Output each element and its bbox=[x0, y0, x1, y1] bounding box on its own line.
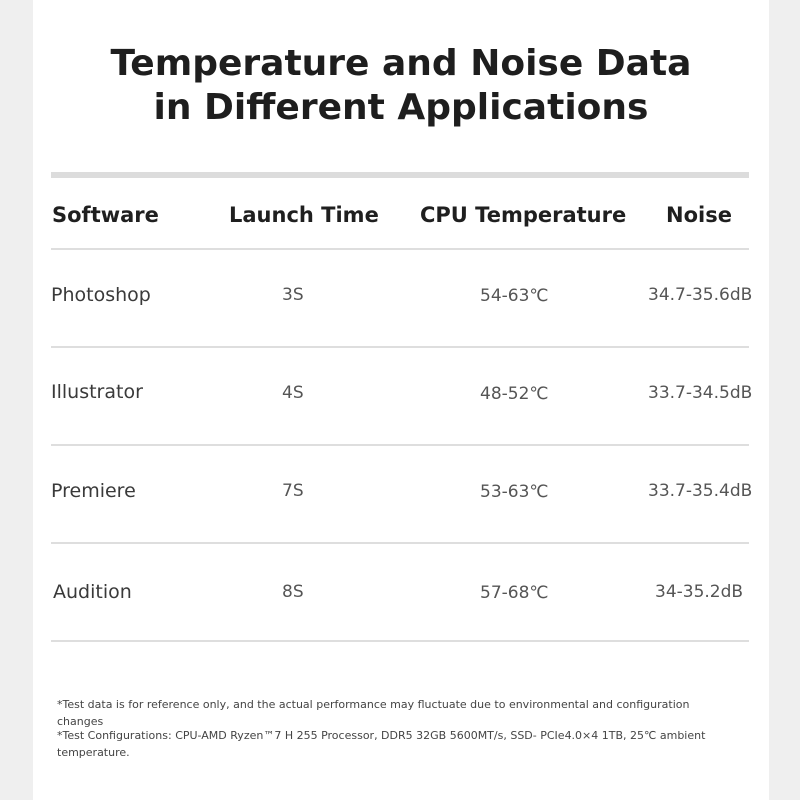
cell-cpu-temperature: 54-63℃ bbox=[480, 286, 549, 306]
cell-launch-time: 3S bbox=[282, 285, 304, 305]
table-row bbox=[51, 348, 753, 446]
page-title bbox=[33, 42, 769, 130]
cell-cpu-temperature: 53-63℃ bbox=[480, 482, 549, 502]
header-noise: Noise bbox=[666, 203, 732, 227]
cell-noise: 33.7-34.5dB bbox=[648, 383, 753, 403]
header-software: Software bbox=[52, 203, 159, 227]
table-row bbox=[51, 250, 753, 348]
table-row bbox=[51, 446, 753, 544]
cell-software: Illustrator bbox=[51, 381, 143, 403]
disclaimer-note: *Test data is for reference only, and the actual performance may fluctuate due to environmental and configuration changes bbox=[57, 698, 690, 728]
cell-cpu-temperature: 48-52℃ bbox=[480, 384, 549, 404]
title-line-2: in Different Applications bbox=[153, 87, 649, 128]
table-row bbox=[51, 544, 749, 642]
title-line-1: Temperature and Noise Data bbox=[110, 43, 692, 84]
table-header-row bbox=[51, 178, 749, 250]
cell-software: Premiere bbox=[51, 480, 136, 502]
header-cpu-temperature: CPU Temperature bbox=[420, 203, 627, 227]
cell-cpu-temperature: 57-68℃ bbox=[480, 583, 549, 603]
cell-software: Photoshop bbox=[51, 284, 151, 306]
cell-launch-time: 4S bbox=[282, 383, 304, 403]
cell-software: Audition bbox=[53, 581, 132, 603]
cell-launch-time: 7S bbox=[282, 481, 304, 501]
cell-noise: 34.7-35.6dB bbox=[648, 285, 753, 305]
cell-launch-time: 8S bbox=[282, 582, 304, 602]
cell-noise: 33.7-35.4dB bbox=[648, 481, 753, 501]
test-configuration-note: *Test Configurations: CPU-AMD Ryzen™7 H 255 Processor, DDR5 32GB 5600MT/s, SSD- PCIe4.0×4 1TB, 25℃ ambient temperature. bbox=[57, 729, 706, 759]
cell-noise: 34-35.2dB bbox=[655, 582, 744, 602]
header-launch-time: Launch Time bbox=[229, 203, 379, 227]
spec-card bbox=[33, 0, 769, 800]
